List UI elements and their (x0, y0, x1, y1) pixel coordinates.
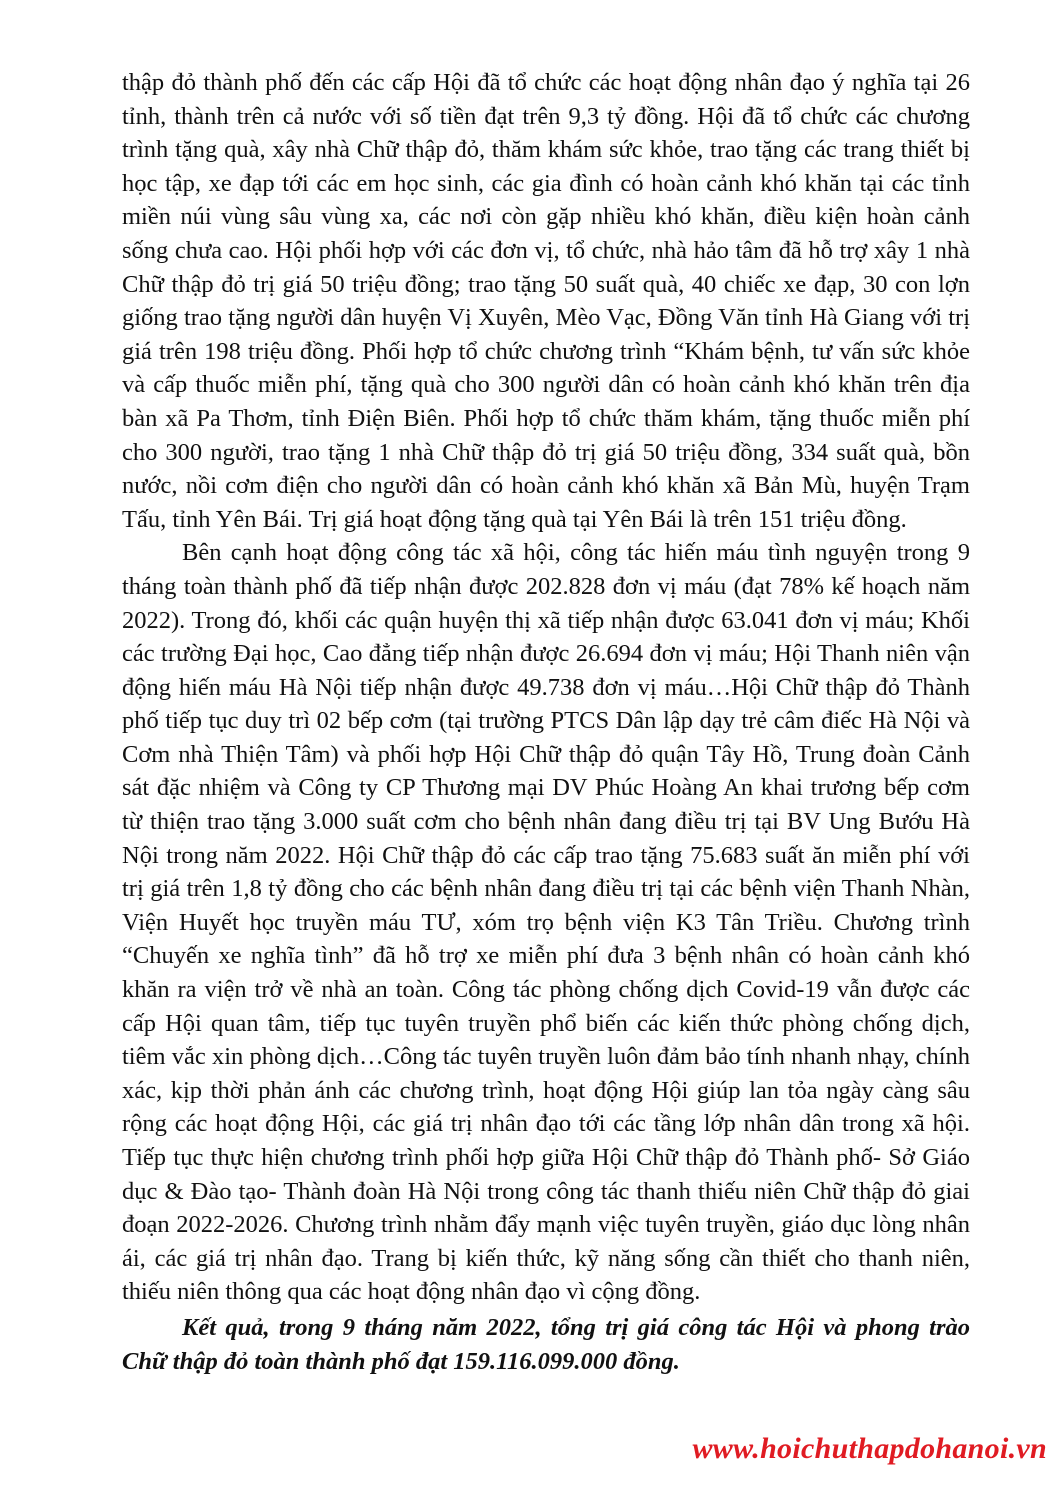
document-body (122, 66, 970, 1378)
paragraph-humanitarian-activities: thập đỏ thành phố đến các cấp Hội đã tổ chức các hoạt động nhân đạo ý nghĩa tại 26 tỉnh, thành trên cả nước với số tiền đạt trên 9,3 tỷ đồng. Hội đã tổ chức các chương trình tặng quà, xây nhà Chữ thập đỏ, thăm khám sức khỏe, trao tặng các trang thiết bị học tập, xe đạp tới các em học sinh, các gia đình có hoàn cảnh khó khăn tại các tỉnh miền núi vùng sâu vùng xa, các nơi còn gặp nhiều khó khăn, điều kiện hoàn cảnh sống chưa cao. Hội phối hợp với các đơn vị, tổ chức, nhà hảo tâm đã hỗ trợ xây 1 nhà Chữ thập đỏ trị giá 50 triệu đồng; trao tặng 50 suất quà, 40 chiếc xe đạp, 30 con lợn giống trao tặng người dân huyện Vị Xuyên, Mèo Vạc, Đồng Văn tỉnh Hà Giang với trị giá trên 198 triệu đồng. Phối hợp tổ chức chương trình “Khám bệnh, tư vấn sức khỏe và cấp thuốc miễn phí, tặng quà cho 300 người dân có hoàn cảnh khó khăn trên địa bàn xã Pa Thơm, tỉnh Điện Biên. Phối hợp tổ chức thăm khám, tặng thuốc miễn phí cho 300 người, trao tặng 1 nhà Chữ thập đỏ trị giá 50 triệu đồng, 334 suất quà, bồn nước, nồi cơm điện cho người dân có hoàn cảnh khó khăn xã Bản Mù, huyện Trạm Tấu, tỉnh Yên Bái. Trị giá hoạt động tặng quà tại Yên Bái là trên 151 triệu đồng. (122, 69, 970, 533)
website-watermark: www.hoichuthapdohanoi.vn (692, 1432, 1047, 1465)
paragraph-result-summary: Kết quả, trong 9 tháng năm 2022, tổng trị giá công tác Hội và phong trào Chữ thập đỏ toàn thành phố đạt 159.116.099.000 đồng. (122, 1313, 970, 1375)
paragraph-blood-donation: Bên cạnh hoạt động công tác xã hội, công tác hiến máu tình nguyện trong 9 tháng toàn thành phố đã tiếp nhận được 202.828 đơn vị máu (đạt 78% kế hoạch năm 2022). Trong đó, khối các quận huyện thị xã tiếp nhận được 63.041 đơn vị máu; Khối các trường Đại học, Cao đẳng tiếp nhận được 26.694 đơn vị máu; Hội Thanh niên vận động hiến máu Hà Nội tiếp nhận được 49.738 đơn vị máu…Hội Chữ thập đỏ Thành phố tiếp tục duy trì 02 bếp cơm (tại trường PTCS Dân lập dạy trẻ câm điếc Hà Nội và Cơm nhà Thiện Tâm) và phối hợp Hội Chữ thập đỏ quận Tây Hồ, Trung đoàn Cảnh sát đặc nhiệm và Công ty CP Thương mại DV Phúc Hoàng An khai trương bếp cơm từ thiện trao tặng 3.000 suất cơm cho bệnh nhân đang điều trị tại BV Ung Bướu Hà Nội trong năm 2022. Hội Chữ thập đỏ các cấp trao tặng 75.683 suất ăn miễn phí với trị giá trên 1,8 tỷ đồng cho các bệnh nhân đang điều trị tại các bệnh viện Thanh Nhàn, Viện Huyết học truyền máu TƯ, xóm trọ bệnh viện K3 Tân Triều. Chương trình “Chuyến xe nghĩa tình” đã hỗ trợ xe miễn phí đưa 3 bệnh nhân có hoàn cảnh khó khăn ra viện trở về nhà an toàn. Công tác phòng chống dịch Covid-19 vẫn được các cấp Hội quan tâm, tiếp tục tuyên truyền phổ biến các kiến thức phòng chống dịch, tiêm vắc xin phòng dịch…Công tác tuyên truyền luôn đảm bảo tính nhanh nhạy, chính xác, kịp thời phản ánh các chương trình, hoạt động Hội giúp lan tỏa ngày càng sâu rộng các hoạt động Hội, các giá trị nhân đạo tới các tầng lớp nhân dân trong xã hội. Tiếp tục thực hiện chương trình phối hợp giữa Hội Chữ thập đỏ Thành phố- Sở Giáo dục & Đào tạo- Thành đoàn Hà Nội trong công tác thanh thiếu niên Chữ thập đỏ giai đoạn 2022-2026. Chương trình nhằm đẩy mạnh việc tuyên truyền, giáo dục lòng nhân ái, các giá trị nhân đạo. Trang bị kiến thức, kỹ năng sống cần thiết cho thanh niên, thiếu niên thông qua các hoạt động nhân đạo vì cộng đồng. (122, 539, 970, 1306)
